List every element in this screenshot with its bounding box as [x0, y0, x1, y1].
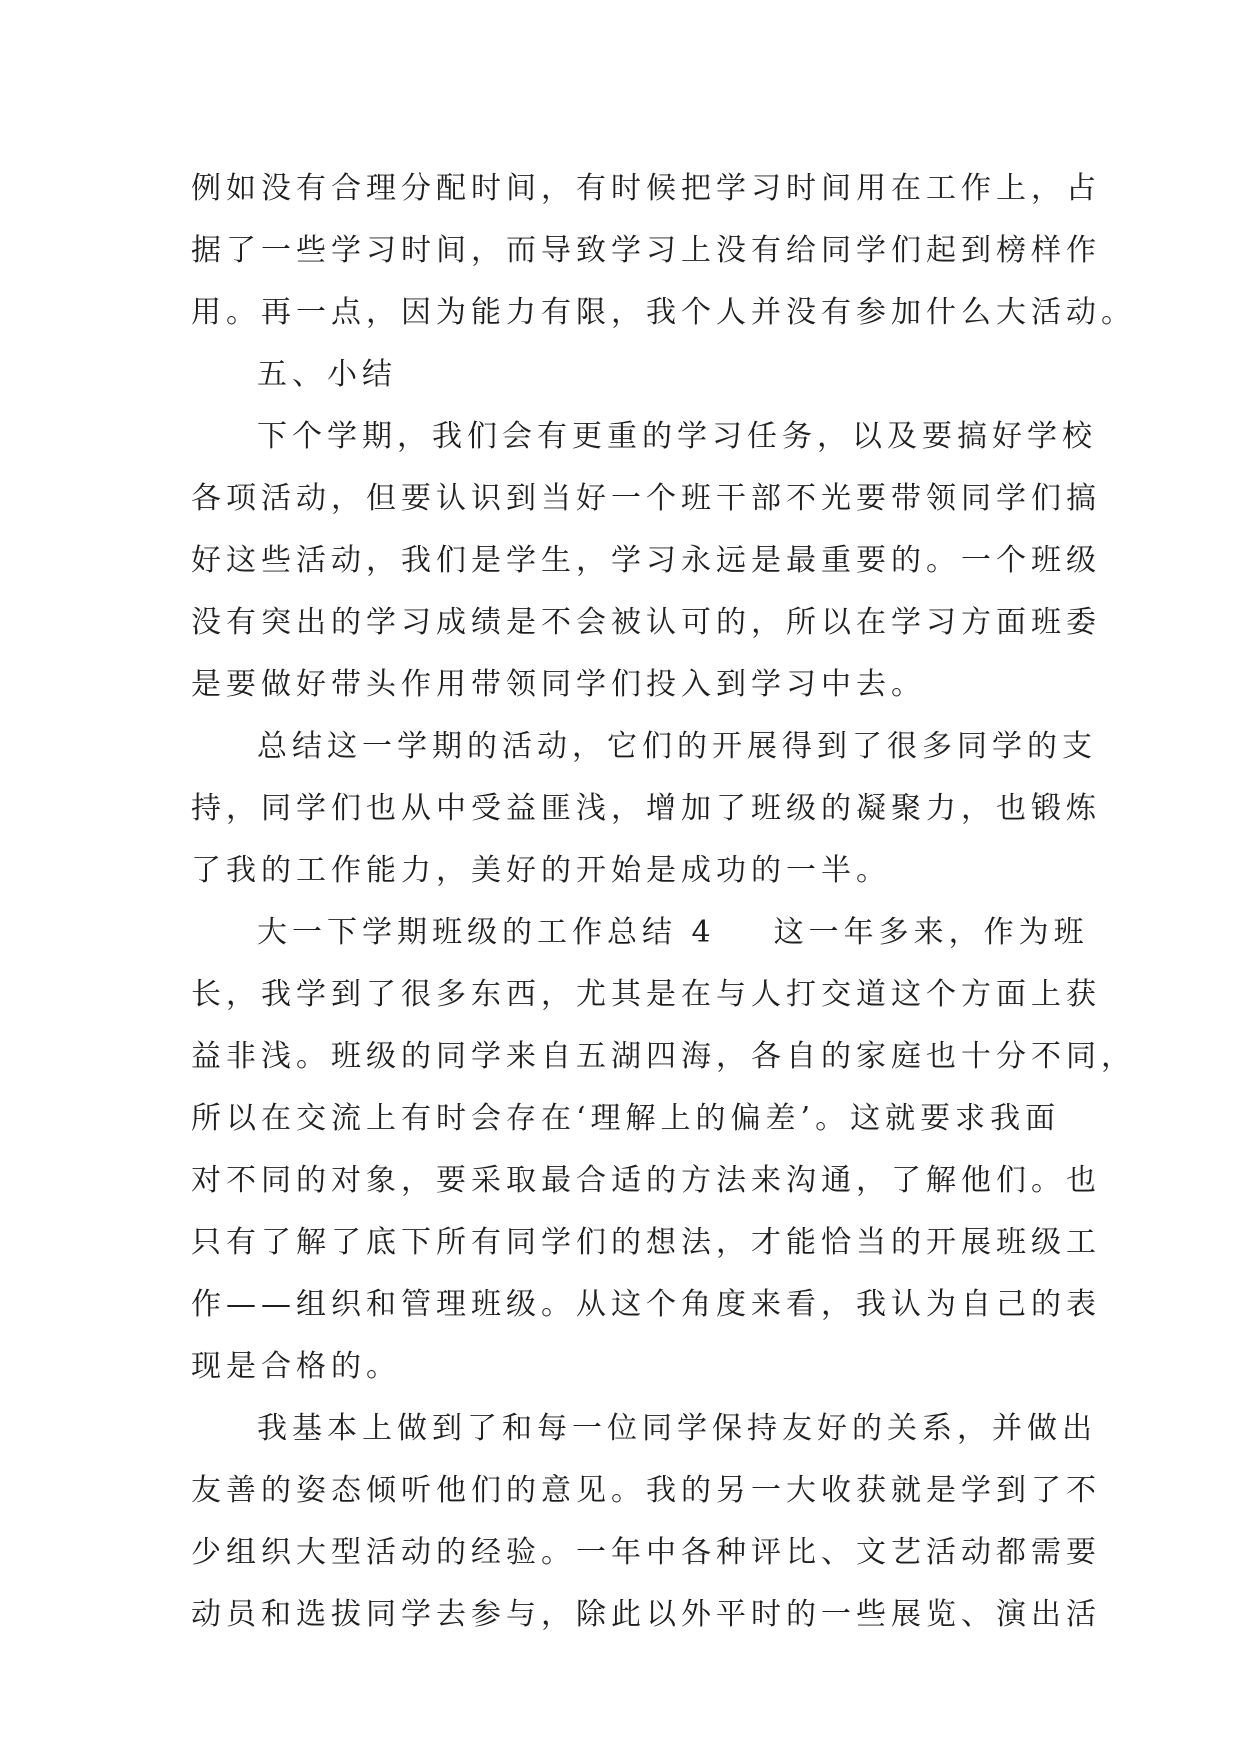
text-line-content: 五、小结 — [257, 357, 397, 392]
text-line-content: 是要做好带头作用带领同学们投入到学习中去。 — [191, 667, 926, 702]
text-line-content: 长，我学到了很多东西，尤其是在与人打交道这个方面上获 — [191, 977, 1101, 1012]
text-line — [191, 840, 1053, 902]
text-line — [191, 778, 1101, 840]
text-line-content: 动员和选拔同学去参与，除此以外平时的一些展览、演出活 — [191, 1597, 1101, 1632]
text-line — [191, 1088, 1061, 1150]
text-line-content: 只有了解了底下所有同学们的想法，才能恰当的开展班级工 — [191, 1225, 1101, 1260]
text-line — [191, 654, 1053, 716]
text-line — [191, 1212, 1101, 1274]
document-body — [191, 158, 1136, 1646]
text-line — [191, 344, 1053, 406]
text-line-content: 例如没有合理分配时间，有时候把学习时间用在工作上，占 — [191, 171, 1101, 206]
text-line — [191, 902, 1089, 964]
text-line-content: 总结这一学期的活动，它们的开展得到了很多同学的支 — [257, 729, 1097, 764]
text-line-content: 没有突出的学习成绩是不会被认可的，所以在学习方面班委 — [191, 605, 1101, 640]
text-line — [191, 716, 1097, 778]
text-line-content: 下个学期，我们会有更重的学习任务，以及要搞好学校 — [257, 419, 1097, 454]
text-line-content: 对不同的对象，要采取最合适的方法来沟通，了解他们。也 — [191, 1163, 1101, 1198]
text-line — [191, 1026, 1136, 1088]
text-line-content: 各项活动，但要认识到当好一个班干部不光要带领同学们搞 — [191, 481, 1101, 516]
text-line — [191, 530, 1101, 592]
text-line-content: 所以在交流上有时会存在‘理解上的偏差’。这就要求我面 — [191, 1101, 1061, 1136]
text-line-tail: 这一年多来，作为班 — [773, 915, 1089, 950]
text-line — [191, 1584, 1101, 1646]
text-line — [191, 1274, 1101, 1336]
text-line — [191, 1150, 1101, 1212]
text-line-content: 作——组织和管理班级。从这个角度来看，我认为自己的表 — [191, 1287, 1101, 1322]
text-line — [191, 1522, 1101, 1584]
text-line-content: 好这些活动，我们是学生，学习永远是最重要的。一个班级 — [191, 543, 1101, 578]
text-line — [191, 406, 1097, 468]
text-line-content: 大一下学期班级的工作总结 4 — [257, 915, 716, 950]
text-line-content: 现是合格的。 — [191, 1349, 401, 1384]
text-line-content: 少组织大型活动的经验。一年中各种评比、文艺活动都需要 — [191, 1535, 1101, 1570]
text-line-content: 了我的工作能力，美好的开始是成功的一半。 — [191, 853, 891, 888]
text-line — [191, 220, 1101, 282]
text-line — [191, 964, 1101, 1026]
text-line — [191, 1460, 1101, 1522]
text-line — [191, 592, 1101, 654]
text-line — [191, 468, 1101, 530]
text-line-content: 益非浅。班级的同学来自五湖四海，各自的家庭也十分不同， — [191, 1039, 1136, 1074]
text-line — [191, 158, 1101, 220]
text-line-content: 我基本上做到了和每一位同学保持友好的关系，并做出 — [257, 1411, 1097, 1446]
text-line-content: 持，同学们也从中受益匪浅，增加了班级的凝聚力，也锻炼 — [191, 791, 1101, 826]
text-line — [191, 1398, 1097, 1460]
text-line — [191, 1336, 1053, 1398]
text-line — [191, 282, 1136, 344]
text-line-content: 友善的姿态倾听他们的意见。我的另一大收获就是学到了不 — [191, 1473, 1101, 1508]
text-line-content: 用。再一点，因为能力有限，我个人并没有参加什么大活动。 — [191, 295, 1136, 330]
text-line-content: 据了一些学习时间，而导致学习上没有给同学们起到榜样作 — [191, 233, 1101, 268]
